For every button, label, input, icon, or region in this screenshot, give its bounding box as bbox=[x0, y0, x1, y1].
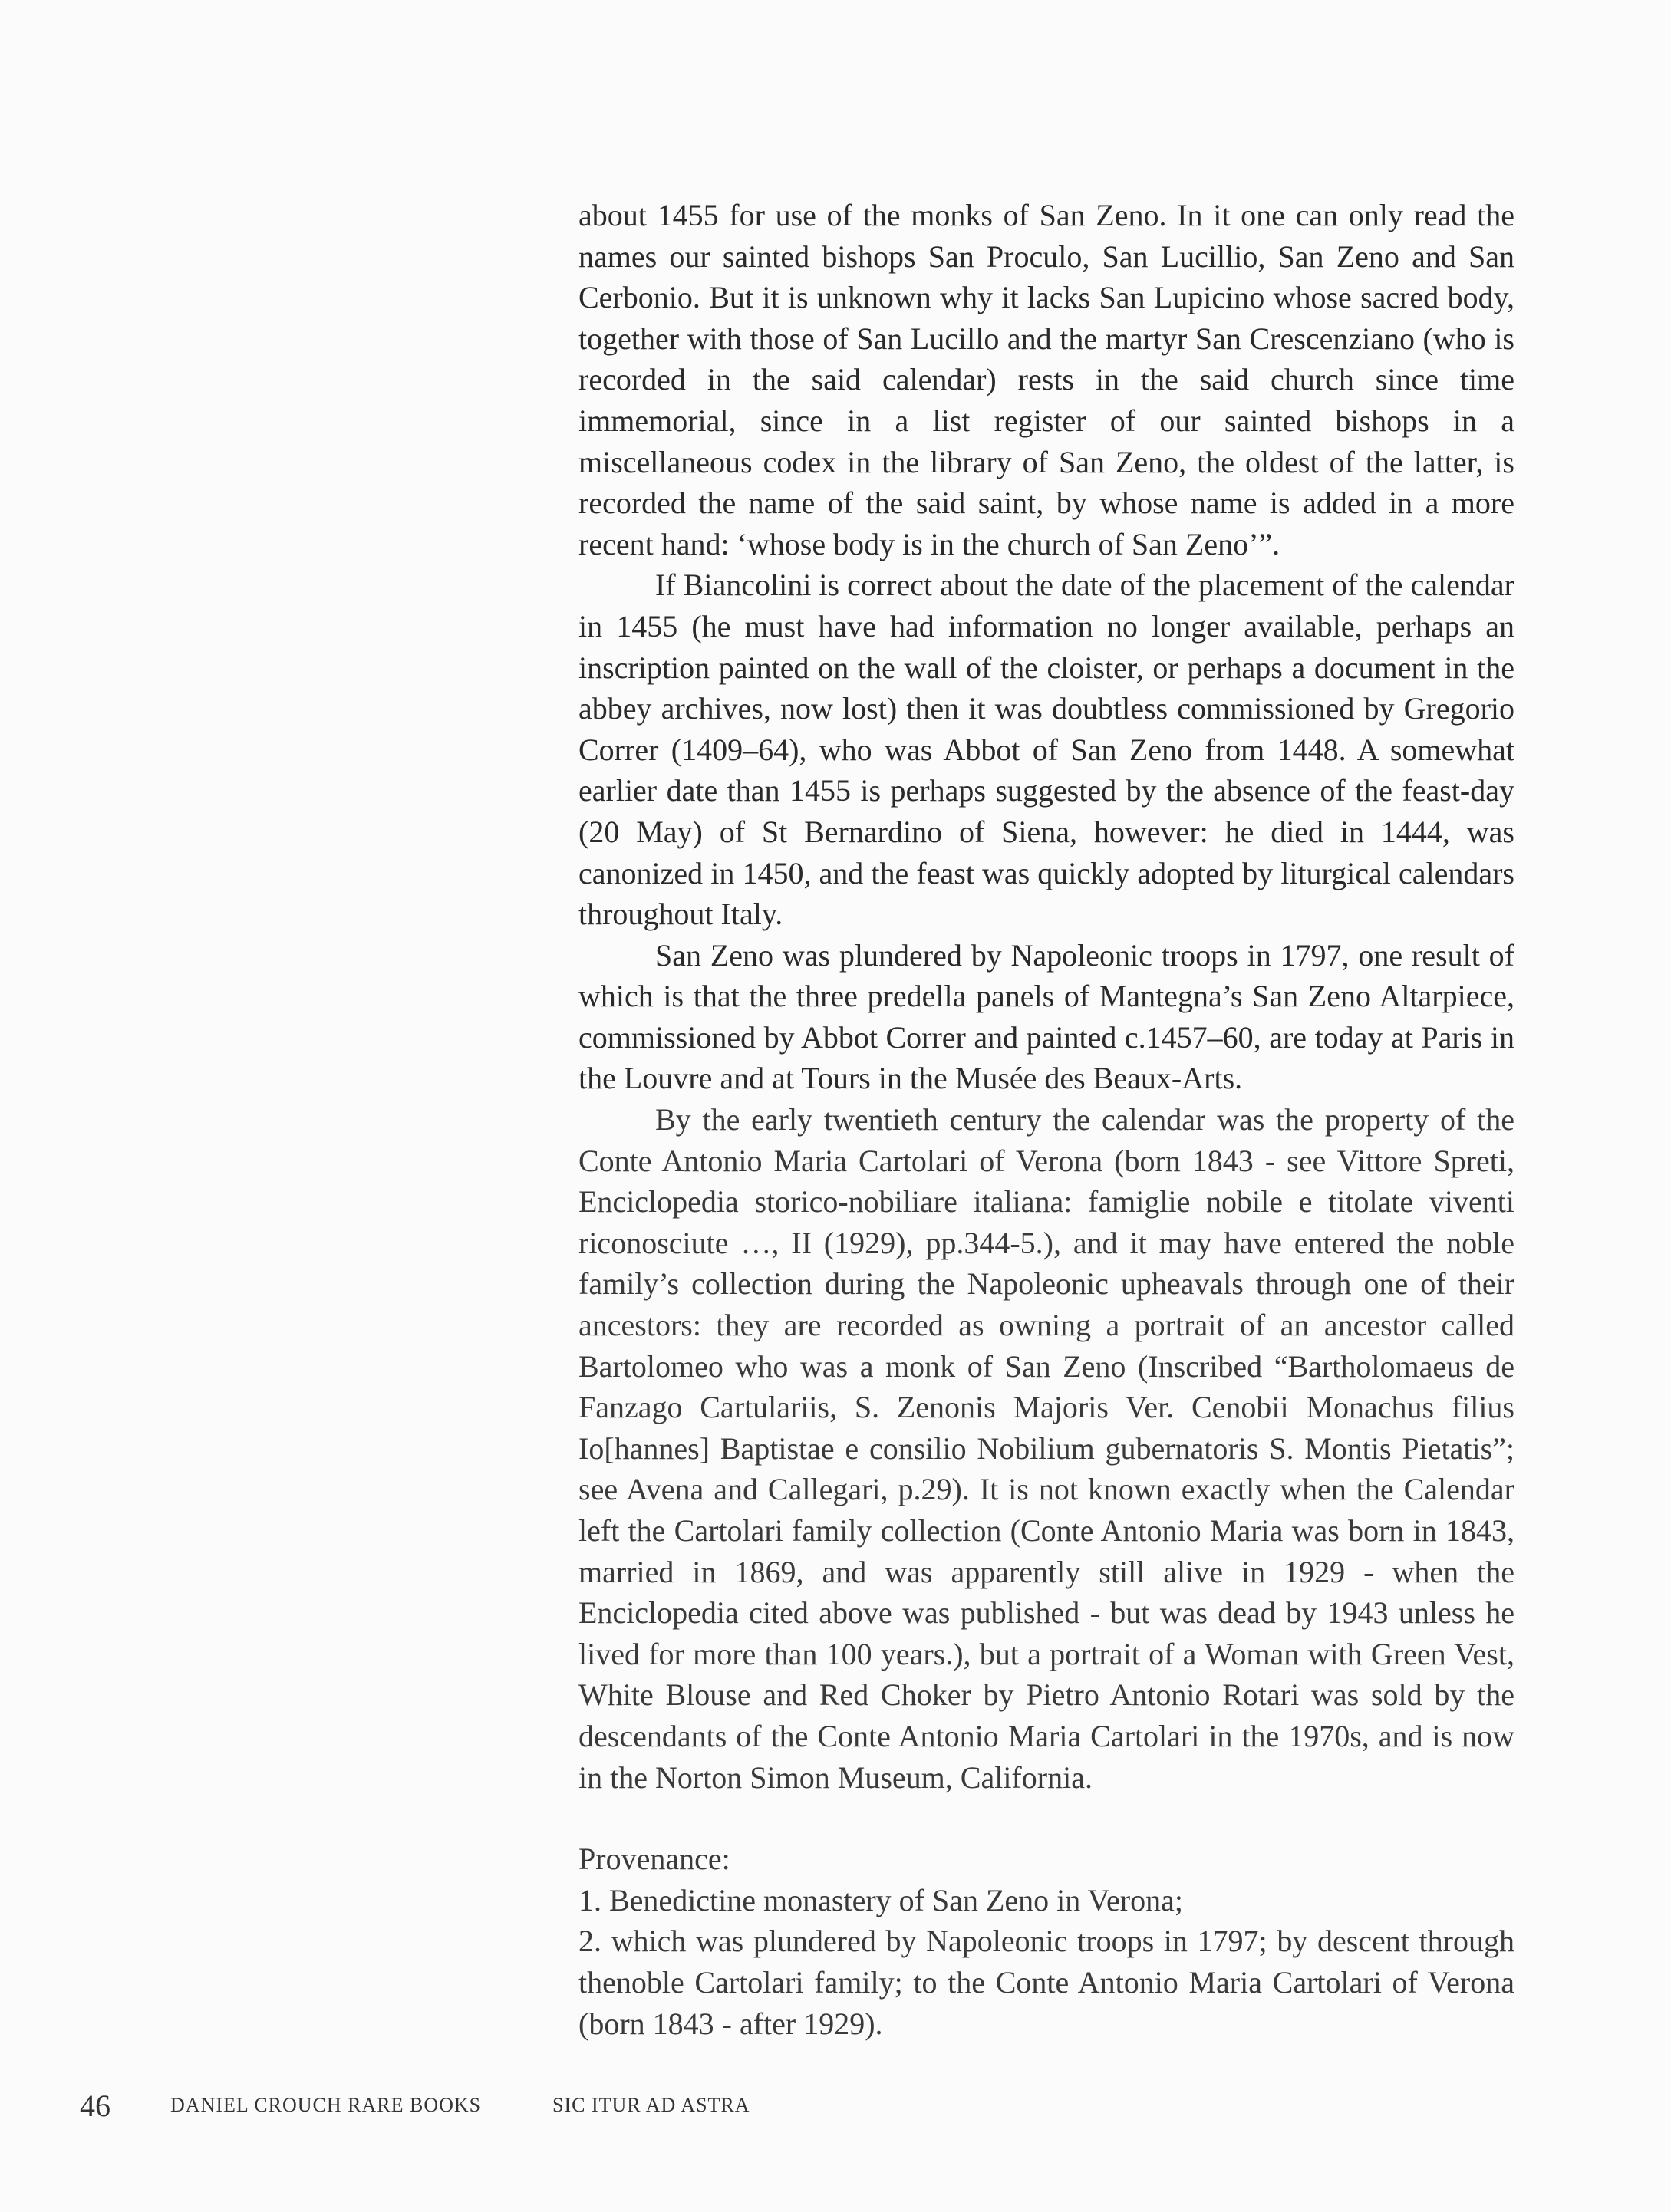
page-number: 46 bbox=[80, 2089, 110, 2123]
running-head-right: SIC ITUR AD ASTRA bbox=[552, 2094, 750, 2116]
provenance-section bbox=[578, 1838, 1514, 2044]
provenance-heading: Provenance: bbox=[578, 1842, 730, 1877]
running-head-left: DANIEL CROUCH RARE BOOKS bbox=[170, 2094, 482, 2116]
body-text bbox=[578, 195, 1514, 2044]
paragraph-1: about 1455 for use of the monks of San Zeno. In it one can only read the names our sainted bishops San Proculo, San Lucillio, San Zeno and San Cerbonio. But it is unknown why it lacks San Lupicino whose sacred body, together with those of San Lucillo and the martyr San Crescenziano (who is recorded in the said calendar) rests in the said church since time immemorial, since in a list register of our sainted bishops in a miscellaneous codex in the library of San Zeno, the oldest of the latter, is recorded the name of the said saint, by whose name is added in a more recent hand: ‘whose body is in the church of San Zeno’”. bbox=[578, 198, 1514, 561]
provenance-item-2: 2. which was plundered by Napoleonic troops in 1797; by descent through thenoble Cartolari family; to the Conte Antonio Maria Cartolari of Verona (born 1843 - after 1929). bbox=[578, 1924, 1514, 2041]
paragraph-3: San Zeno was plundered by Napoleonic troops in 1797, one result of which is that the three predella panels of Mantegna’s San Zeno Altarpiece, commissioned by Abbot Correr and painted c.1457–60, are today at Paris in the Louvre and at Tours in the Musée des Beaux-Arts. bbox=[578, 937, 1514, 1096]
provenance-item-1: 1. Benedictine monastery of San Zeno in Verona; bbox=[578, 1882, 1183, 1917]
paragraph-4: By the early twentieth century the calendar was the property of the Conte Antonio Maria Cartolari of Verona (born 1843 - see Vittore Spreti, Enciclopedia storico-nobiliare italiana: famiglie nobile e titolate viventi riconosciute …, II (1929), pp.344-5.), and it may have entered the noble family’s collection during the Napoleonic upheavals through one of their ancestors: they are recorded as owning a portrait of an ancestor called Bartolomeo who was a monk of San Zeno (Inscribed “Bartholomaeus de Fanzago Cartulariis, S. Zenonis Majoris Ver. Cenobii Monachus filius Io[hannes] Baptistae e consilio Nobilium gubernatoris S. Montis Pietatis”; see Avena and Callegari, p.29). It is not known exactly when the Calendar left the Cartolari family collection (Conte Antonio Maria was born in 1843, married in 1869, and was apparently still alive in 1929 - when the Enciclopedia cited above was published - but was dead by 1943 unless he lived for more than 100 years.), but a portrait of a Woman with Green Vest, White Blouse and Red Choker by Pietro Antonio Rotari was sold by the descendants of the Conte Antonio Maria Cartolari in the 1970s, and is now in the Norton Simon Museum, California. bbox=[578, 1102, 1514, 1795]
paragraph-2: If Biancolini is correct about the date of the placement of the calendar in 1455 (he must have had information no longer available, perhaps an inscription painted on the wall of the cloister, or perhaps a document in the abbey archives, now lost) then it was doubtless commissioned by Gregorio Correr (1409–64), who was Abbot of San Zeno from 1448. A somewhat earlier date than 1455 is perhaps suggested by the absence of the feast-day (20 May) of St Bernardino of Siena, however: he died in 1444, was canonized in 1450, and the feast was quickly adopted by liturgical calendars throughout Italy. bbox=[578, 568, 1514, 932]
